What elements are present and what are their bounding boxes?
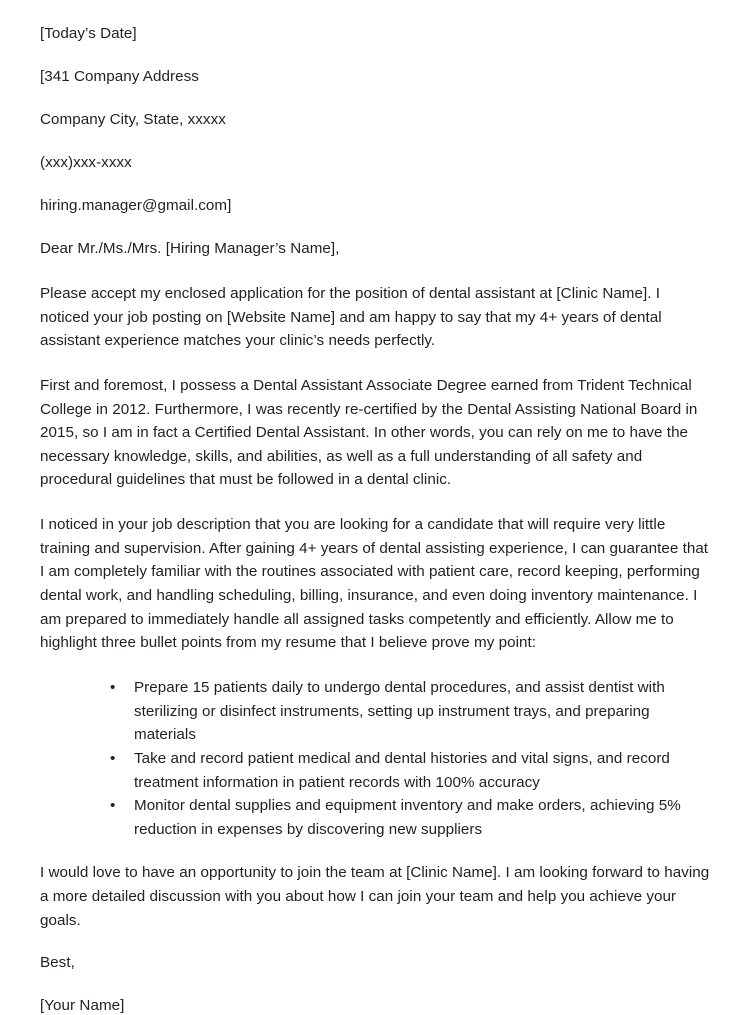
cover-letter-body — [40, 24, 711, 1015]
list-item-text: Take and record patient medical and dental histories and vital signs, and record treatment information in patient records with 100% accuracy — [134, 749, 670, 791]
date-line: [Today’s Date] — [40, 25, 137, 42]
list-item-text: Prepare 15 patients daily to undergo dental procedures, and assist dentist with sterilizing or disinfect instruments, setting up instrument trays, and preparing materials — [134, 678, 665, 744]
closing-paragraph: I would love to have an opportunity to join the team at [Clinic Name]. I am looking forward to having a more detailed discussion with you about how I can join your team and help you achieve your goals. — [40, 864, 710, 929]
list-item — [110, 747, 711, 794]
bullet-point-icon: • — [110, 749, 116, 767]
salutation-line: Dear Mr./Ms./Mrs. [Hiring Manager’s Name], — [40, 240, 340, 257]
email-line: hiring.manager@gmail.com] — [40, 197, 232, 214]
phone-line: (xxx)xxx-xxxx — [40, 154, 132, 171]
bullet-point-icon: • — [110, 678, 116, 696]
body-paragraph-2: First and foremost, I possess a Dental Assistant Associate Degree earned from Trident Technical College in 2012. Furthermore, I was recently re-certified by the Dental Assisting National Board in 2015, so I am in fact a Certified Dental Assistant. In other words, you can rely on me to have the necessary knowledge, skills, and abilities, as well as a full understanding of all safety and procedural guidelines that must be followed in a dental clinic. — [40, 376, 698, 489]
bullet-point-icon: • — [110, 797, 116, 815]
body-paragraph-3: I noticed in your job description that you are looking for a candidate that will require very little training and supervision. After gaining 4+ years of dental assisting experience, I can guarantee that I am completely familiar with the routines associated with patient care, record keeping, performing dental work, and handling scheduling, billing, insurance, and even doing inventory maintenance. I am prepared to immediately handle all assigned tasks competently and efficiently. Allow me to highlight three bullet points from my resume that I believe prove my point: — [40, 516, 709, 652]
achievement-bullet-list — [40, 676, 711, 841]
list-item — [110, 794, 711, 841]
company-address-line-1: [341 Company Address — [40, 68, 199, 85]
company-address-line-2: Company City, State, xxxxx — [40, 111, 226, 128]
list-item — [110, 676, 711, 747]
signature-name-line: [Your Name] — [40, 997, 125, 1015]
list-item-text: Monitor dental supplies and equipment inventory and make orders, achieving 5% reduction in expenses by discovering new suppliers — [134, 797, 681, 838]
signoff-line: Best, — [40, 954, 75, 972]
body-paragraph-1: Please accept my enclosed application for the position of dental assistant at [Clinic Name]. I noticed your job posting on [Website Name] and am happy to say that my 4+ years of dental assistant experience matches your clinic’s needs perfectly. — [40, 285, 662, 350]
